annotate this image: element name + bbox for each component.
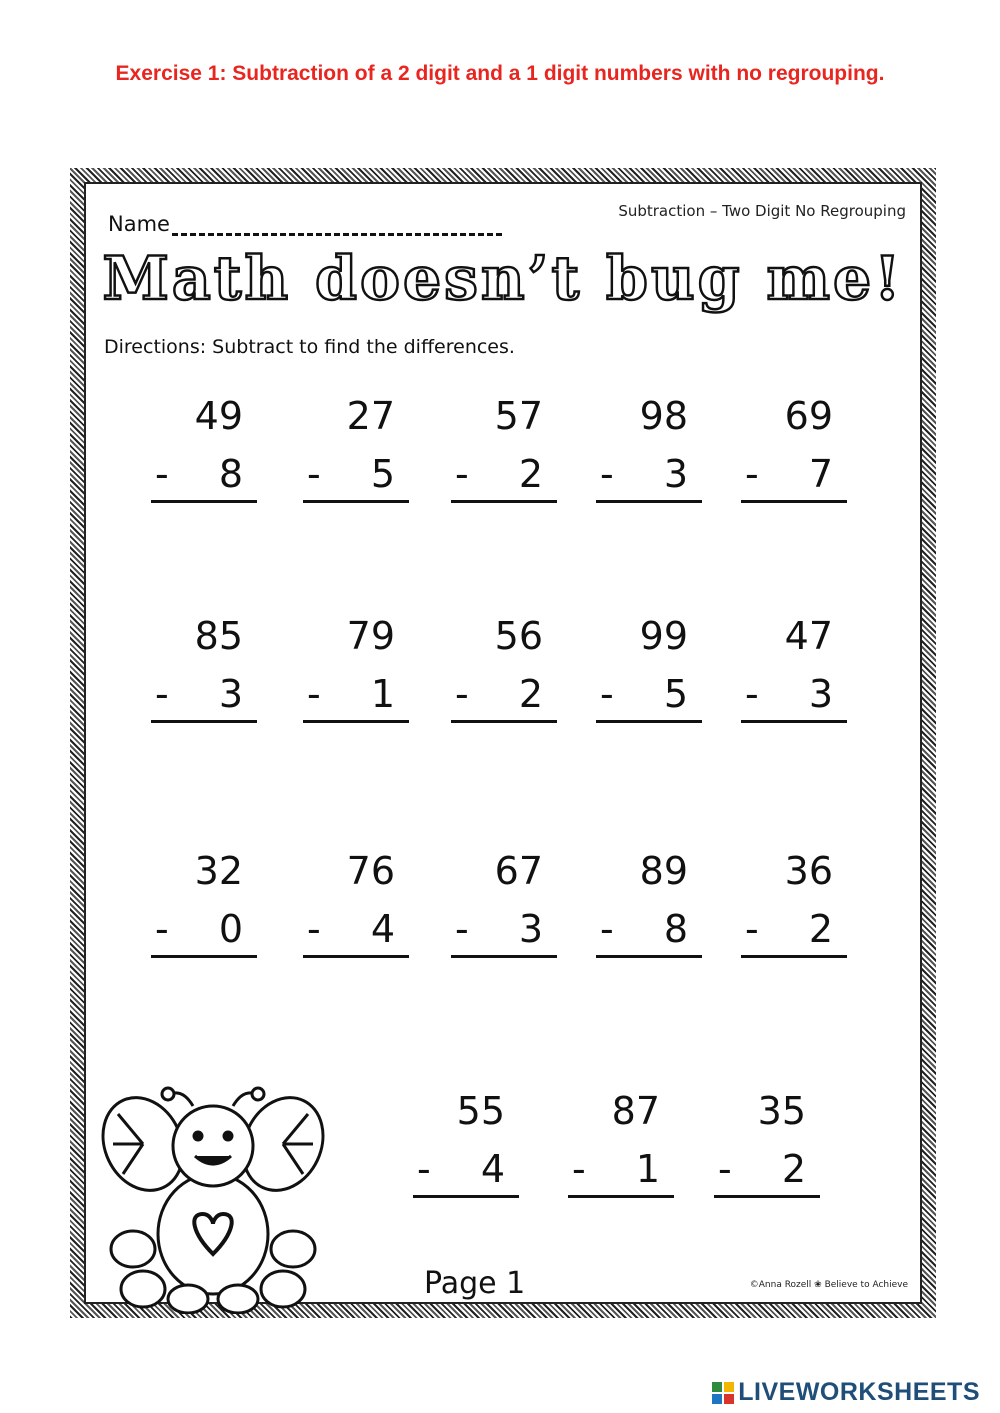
minus-sign: -: [455, 907, 469, 951]
answer-line: [714, 1145, 820, 1198]
minus-sign: -: [307, 452, 321, 496]
problem-14: [596, 849, 702, 961]
minus-sign: -: [745, 452, 759, 496]
subtrahend: 7: [808, 452, 833, 496]
worksheet-heading: Math doesn’t bug me!: [102, 244, 904, 314]
problem-11: [151, 849, 257, 961]
minuend: 98: [639, 394, 688, 438]
minuend: 89: [639, 849, 688, 893]
problem-17: [568, 1089, 674, 1201]
worksheet-subtitle: Subtraction – Two Digit No Regrouping: [618, 202, 906, 220]
minus-sign: -: [718, 1147, 732, 1191]
answer-line: [741, 670, 847, 723]
minus-sign: -: [155, 907, 169, 951]
answer-line: [451, 670, 557, 723]
minuend: 35: [757, 1089, 806, 1133]
problem-7: [303, 614, 409, 726]
minuend: 32: [194, 849, 243, 893]
subtrahend: 8: [218, 452, 243, 496]
answer-line: [303, 905, 409, 958]
minus-sign: -: [307, 907, 321, 951]
minus-sign: -: [600, 452, 614, 496]
problem-8: [451, 614, 557, 726]
minus-sign: -: [155, 452, 169, 496]
answer-line: [596, 670, 702, 723]
minus-sign: -: [600, 672, 614, 716]
subtrahend: 2: [808, 907, 833, 951]
minuend: 76: [346, 849, 395, 893]
worksheet-inner-border: [84, 182, 922, 1304]
minus-sign: -: [600, 907, 614, 951]
problem-1: [151, 394, 257, 506]
problem-12: [303, 849, 409, 961]
problem-3: [451, 394, 557, 506]
subtrahend: 4: [370, 907, 395, 951]
minus-sign: -: [745, 907, 759, 951]
subtrahend: 3: [663, 452, 688, 496]
problem-9: [596, 614, 702, 726]
minuend: 56: [494, 614, 543, 658]
problem-18: [714, 1089, 820, 1201]
answer-line: [151, 450, 257, 503]
liveworksheets-logo: [712, 1378, 980, 1407]
minuend: 27: [346, 394, 395, 438]
answer-line: [741, 450, 847, 503]
problem-6: [151, 614, 257, 726]
subtrahend: 0: [218, 907, 243, 951]
subtrahend: 5: [370, 452, 395, 496]
minuend: 69: [784, 394, 833, 438]
minus-sign: -: [417, 1147, 431, 1191]
minuend: 47: [784, 614, 833, 658]
subtrahend: 1: [370, 672, 395, 716]
subtrahend: 2: [518, 452, 543, 496]
name-row: [108, 212, 502, 236]
answer-line: [596, 450, 702, 503]
minus-sign: -: [572, 1147, 586, 1191]
bug-illustration: [98, 1084, 328, 1314]
subtrahend: 8: [663, 907, 688, 951]
minuend: 55: [456, 1089, 505, 1133]
subtrahend: 1: [635, 1147, 660, 1191]
minuend: 87: [611, 1089, 660, 1133]
problem-16: [413, 1089, 519, 1201]
answer-line: [413, 1145, 519, 1198]
minus-sign: -: [455, 672, 469, 716]
minuend: 57: [494, 394, 543, 438]
minuend: 79: [346, 614, 395, 658]
subtrahend: 4: [480, 1147, 505, 1191]
subtrahend: 2: [781, 1147, 806, 1191]
answer-line: [151, 905, 257, 958]
answer-line: [303, 450, 409, 503]
liveworksheets-icon: [712, 1382, 734, 1404]
minuend: 99: [639, 614, 688, 658]
answer-line: [596, 905, 702, 958]
exercise-title: Exercise 1: Subtraction of a 2 digit and a 1 digit numbers with no regrouping.: [115, 62, 885, 85]
problem-2: [303, 394, 409, 506]
answer-line: [303, 670, 409, 723]
problem-5: [741, 394, 847, 506]
problem-10: [741, 614, 847, 726]
subtrahend: 3: [518, 907, 543, 951]
name-label: Name: [108, 212, 170, 236]
page-label: Page 1: [424, 1266, 526, 1301]
minus-sign: -: [745, 672, 759, 716]
answer-line: [451, 905, 557, 958]
subtrahend: 3: [808, 672, 833, 716]
minuend: 49: [194, 394, 243, 438]
problem-13: [451, 849, 557, 961]
answer-line: [741, 905, 847, 958]
minuend: 36: [784, 849, 833, 893]
subtrahend: 3: [218, 672, 243, 716]
problem-4: [596, 394, 702, 506]
problem-15: [741, 849, 847, 961]
subtrahend: 5: [663, 672, 688, 716]
worksheet: [70, 168, 936, 1318]
answer-line: [568, 1145, 674, 1198]
subtrahend: 2: [518, 672, 543, 716]
answer-line: [451, 450, 557, 503]
minuend: 85: [194, 614, 243, 658]
minus-sign: -: [455, 452, 469, 496]
minus-sign: -: [307, 672, 321, 716]
answer-line: [151, 670, 257, 723]
copyright: ©Anna Rozell ❀ Believe to Achieve: [749, 1280, 908, 1290]
directions: Directions: Subtract to find the differences.: [104, 336, 515, 358]
liveworksheets-logo-text: LIVEWORKSHEETS: [738, 1378, 980, 1406]
name-line: [172, 219, 502, 236]
minuend: 67: [494, 849, 543, 893]
minus-sign: -: [155, 672, 169, 716]
